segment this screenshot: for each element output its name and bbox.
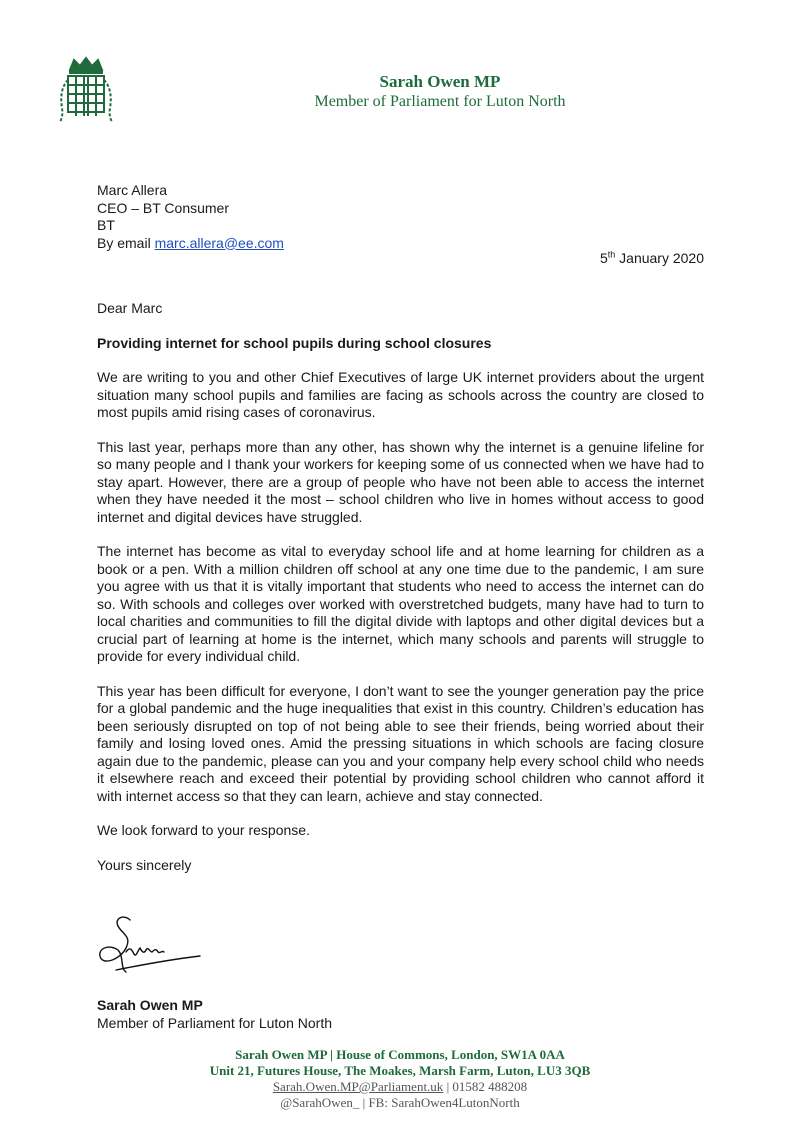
letter-footer (150, 1047, 650, 1111)
paragraph: We look forward to your response. (97, 822, 310, 838)
paragraph: We are writing to you and other Chief Executives of large UK internet providers about the urgent situation many school pupils and families are facing as schools across the country are closed to most pupils amid rising cases of coronavirus. (97, 369, 704, 420)
closing: Yours sincerely (97, 856, 192, 873)
footer-phone: | 01582 488208 (443, 1079, 528, 1094)
letterhead-title: Member of Parliament for Luton North (314, 93, 566, 110)
recipient-address (97, 182, 284, 252)
portcullis-crest-icon (56, 56, 116, 124)
footer-line-1: Sarah Owen MP | House of Commons, London, SW1A 0AA (235, 1047, 565, 1062)
recipient-role: CEO – BT Consumer (97, 199, 230, 216)
letter-date (600, 250, 704, 266)
paragraph: This year has been difficult for everyone, I don’t want to see the younger generation pay the price for a global pandemic and the huge inequalities that exist in this country. Children’s education has been seriously disrupted on top of not being able to see their friends, being worried about their family and losing loved ones. Amid the pressing situations in which schools are facing closure again due to the pandemic, please can you and your company help every school child who needs it elsewhere reach and exceed their potential by providing school children who cannot afford it with internet access so that they can learn, achieve and stay connected. (97, 682, 704, 804)
signatory-name: Sarah Owen MP (97, 997, 203, 1013)
date-day: 5 (599, 250, 608, 266)
letter-body (97, 300, 704, 874)
footer-email-link[interactable]: Sarah.Owen.MP@Parliament.uk (272, 1079, 444, 1094)
footer-line-2: Unit 21, Futures House, The Moakes, Marsh Farm, Luton, LU3 3QB (209, 1063, 591, 1078)
date-suffix: th (607, 249, 616, 260)
handwritten-signature (96, 912, 206, 982)
paragraph: The internet has become as vital to everyday school life and at home learning for children as a book or a pen. With a million children off school at any one time due to the pandemic, I am sure you agree with us that it is vitally important that students who need to access the internet can do so. With schools and colleges over worked with overstretched budgets, many have had to turn to local charities and communities to fill the digital divide with laptops and other digital devices but a crucial part of learning at home is the internet, which many schools and parents will struggle to provide for every individual child. (97, 543, 704, 664)
date-rest: January 2020 (615, 250, 704, 266)
recipient-company: BT (97, 217, 115, 233)
signatory (97, 997, 332, 1032)
email-prefix: By email (97, 234, 155, 251)
recipient-name: Marc Allera (97, 182, 168, 198)
recipient-email-line (97, 235, 284, 253)
letterhead (280, 72, 600, 112)
footer-social: @SarahOwen_ | FB: SarahOwen4LutonNorth (280, 1095, 520, 1110)
paragraph: This last year, perhaps more than any other, has shown why the internet is a genuine lifeline for so many people and I thank your workers for keeping some of us connected when we have had to stay apart. However, there are a group of people who have not been able to access the internet when they have needed it the most – school children who live in homes without access to good internet and digital devices have struggled. (97, 438, 704, 525)
signatory-title: Member of Parliament for Luton North (97, 1014, 332, 1031)
footer-contact (150, 1079, 650, 1095)
subject-line: Providing internet for school pupils during school closures (97, 334, 492, 351)
salutation: Dear Marc (97, 300, 163, 316)
recipient-email-link[interactable]: marc.allera@ee.com (154, 234, 284, 251)
letterhead-name: Sarah Owen MP (379, 72, 501, 91)
